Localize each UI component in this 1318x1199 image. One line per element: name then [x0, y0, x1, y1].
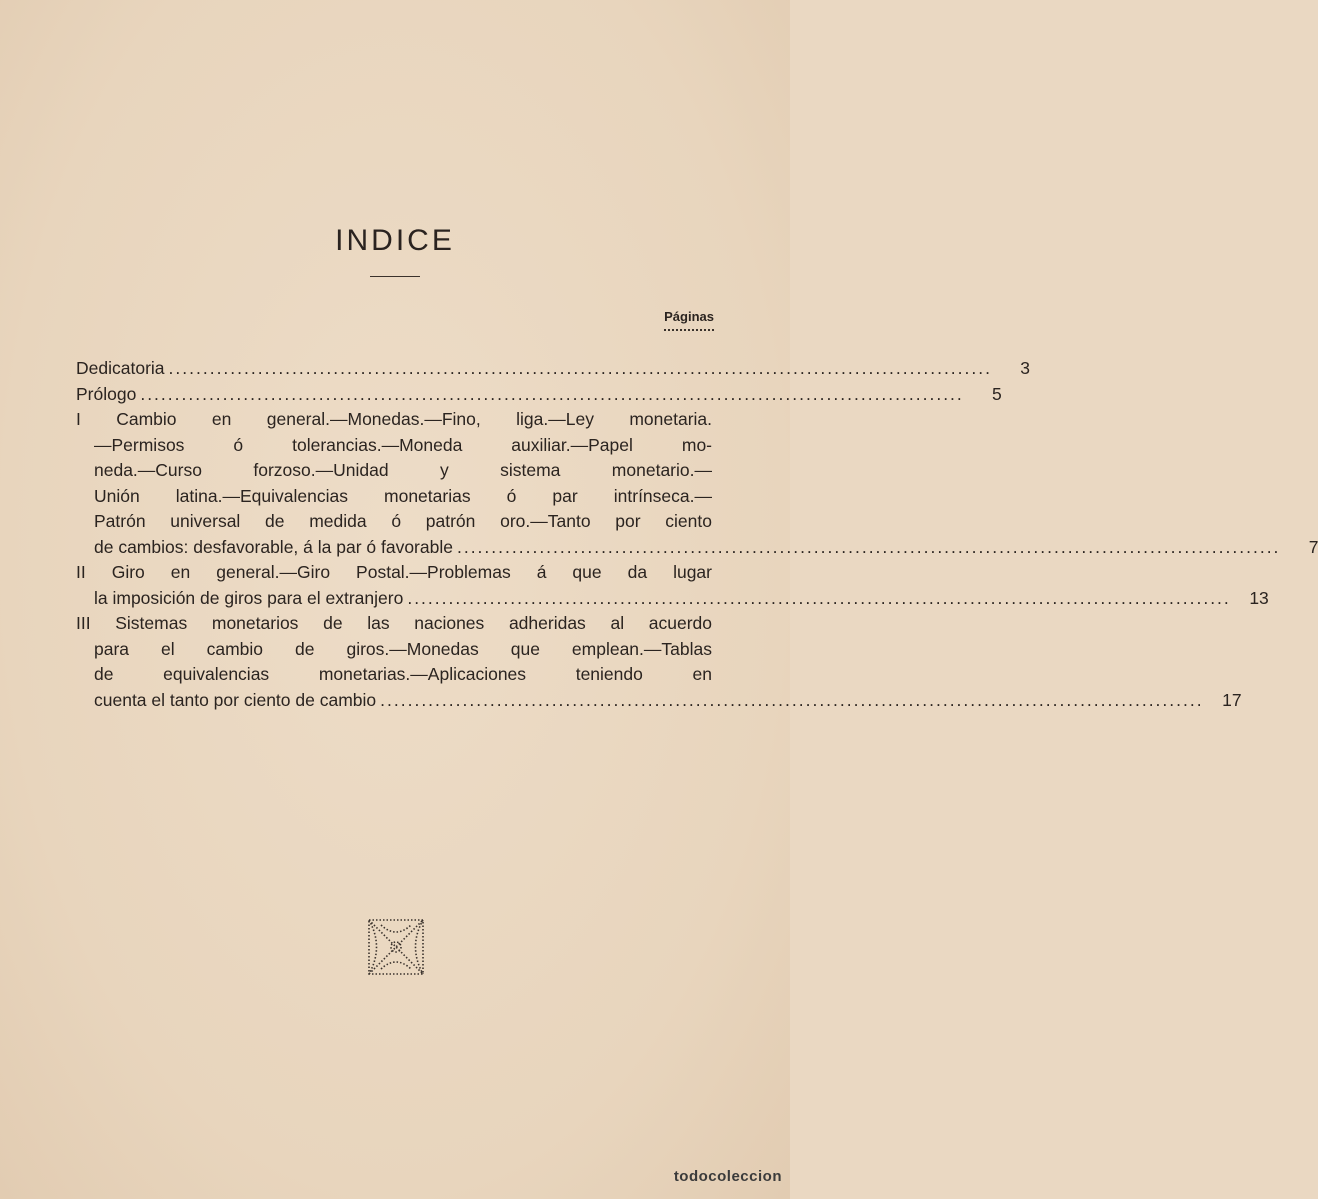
toc-entry-text: Unión latina.—Equivalencias monetarias ó par intrínseca.—: [94, 485, 712, 506]
toc-entry: [76, 356, 1030, 382]
pages-column-header: Páginas: [664, 309, 714, 324]
toc-entry: [76, 407, 1318, 560]
toc-entry-text: Patrón universal de medida ó patrón oro.—Tanto por ciento: [94, 511, 712, 531]
toc-page-number: 3: [1020, 358, 1030, 378]
leader-dots: ........................................................................................................................: [168, 358, 992, 378]
toc-entry-text: Dedicatoria: [76, 358, 165, 378]
toc-entry-text: III Sistemas monetarios de las naciones adheridas al acuerdo: [76, 613, 712, 633]
title-rule: [370, 276, 420, 277]
toc-entry: [76, 560, 1269, 611]
table-of-contents: [76, 356, 1318, 713]
toc-entry: [76, 382, 1002, 408]
pages-header-dots: [664, 329, 714, 334]
leader-dots: ........................................................................................................................: [140, 383, 964, 404]
toc-entry-last-line: [76, 586, 1269, 612]
toc-entry-text: Prólogo: [76, 383, 137, 404]
toc-entry-text: para el cambio de giros.—Monedas que emplean.—Tablas: [94, 638, 712, 659]
toc-page-number: 17: [1222, 689, 1242, 710]
watermark-logo: todocoleccion: [673, 1168, 782, 1185]
toc-entry: [76, 611, 1242, 713]
toc-entry-last-line: [76, 356, 1030, 382]
leader-dots: ........................................................................................................................: [380, 689, 1204, 710]
toc-page-number: 7: [1308, 536, 1318, 557]
ornament-icon: [366, 917, 426, 977]
page-title: INDICE: [335, 224, 455, 257]
toc-entry-text: —Permisos ó tolerancias.—Moneda auxiliar.—Papel mo-: [94, 434, 712, 455]
leader-dots: ........................................................................................................................: [456, 536, 1281, 557]
toc-entry-text: de equivalencias monetarias.—Aplicaciones teniendo en: [94, 664, 712, 684]
toc-entry-text: de cambios: desfavorable, á la par ó favorable: [94, 536, 453, 557]
toc-entry-text: neda.—Curso forzoso.—Unidad y sistema monetario.—: [94, 460, 712, 480]
toc-page-number: 5: [992, 383, 1002, 404]
toc-entry-text: la imposición de giros para el extranjero: [94, 587, 404, 608]
toc-entry-last-line: [76, 382, 1002, 408]
toc-entry-text: I Cambio en general.—Monedas.—Fino, liga.—Ley monetaria.: [76, 409, 712, 429]
leader-dots: ........................................................................................................................: [407, 587, 1231, 608]
toc-entry-text: cuenta el tanto por ciento de cambio: [94, 689, 377, 710]
toc-entry-last-line: [76, 535, 1318, 561]
toc-entry-last-line: [76, 688, 1242, 714]
toc-entry-text: II Giro en general.—Giro Postal.—Problemas á que da lugar: [76, 562, 712, 582]
toc-page-number: 13: [1249, 587, 1269, 608]
